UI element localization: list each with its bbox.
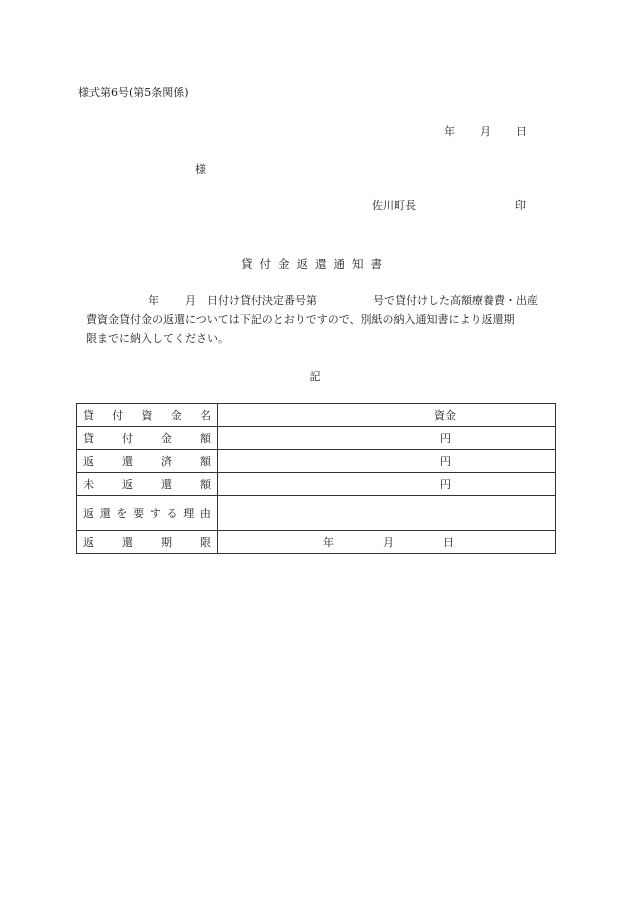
row-value-text: 円 <box>440 478 451 491</box>
label-char: 返 <box>83 455 94 468</box>
label-char: 貸 <box>83 409 94 422</box>
row-label <box>77 427 218 450</box>
row-value-text: 円 <box>440 432 451 445</box>
body-line-3-text: 限までに納入してください。 <box>86 332 229 345</box>
form-number: 様式第6号(第5条関係) <box>78 86 189 99</box>
body-line-3 <box>86 329 556 348</box>
seal-mark: 印 <box>515 199 526 212</box>
label-char: 済 <box>161 455 172 468</box>
label-char: る <box>166 507 178 520</box>
row-value-text: 円 <box>440 455 451 468</box>
row-label <box>77 450 218 473</box>
row-label <box>77 531 218 554</box>
label-char: 額 <box>200 455 211 468</box>
label-char: 額 <box>200 432 211 445</box>
document-title: 貸付金返還通知書 <box>241 257 389 271</box>
table-row <box>77 450 556 473</box>
row-value-year: 年 <box>323 536 334 549</box>
label-char: 還 <box>122 536 133 549</box>
row-value <box>218 496 556 531</box>
label-char: 理 <box>183 507 195 520</box>
body-year: 年 <box>148 294 159 307</box>
label-char: す <box>149 507 161 520</box>
label-char: 付 <box>112 409 124 422</box>
table-row <box>77 427 556 450</box>
body-decision-text: 日付け貸付決定番号第 <box>207 294 317 307</box>
label-char: 限 <box>200 536 211 549</box>
ki-heading: 記 <box>309 370 321 383</box>
issuer-name: 佐川町長 <box>372 199 416 212</box>
table-row <box>77 531 556 554</box>
table-row <box>77 473 556 496</box>
body-loan-text: 号で貸付けした高額療養費・出産 <box>373 294 538 307</box>
label-char: 還 <box>99 507 111 520</box>
label-char: 要 <box>133 507 145 520</box>
label-char: 還 <box>122 455 133 468</box>
row-value-text: 資金 <box>434 409 456 422</box>
label-char: 付 <box>122 432 133 445</box>
date-year: 年 <box>444 125 455 138</box>
label-char: 返 <box>122 478 133 491</box>
row-value <box>218 450 556 473</box>
label-char: 名 <box>200 409 211 422</box>
body-line-1 <box>86 291 556 310</box>
label-char: 額 <box>200 478 211 491</box>
label-char: 返 <box>83 507 94 520</box>
addressee-suffix: 様 <box>195 163 206 176</box>
body-text <box>86 291 556 348</box>
label-char: 未 <box>83 478 94 491</box>
row-value <box>218 427 556 450</box>
date-day: 日 <box>516 125 527 138</box>
row-label <box>77 496 218 531</box>
label-char: 金 <box>161 432 172 445</box>
row-value <box>218 531 556 554</box>
row-value <box>218 473 556 496</box>
body-line-2 <box>86 310 556 329</box>
label-char: 還 <box>161 478 172 491</box>
label-char: 期 <box>161 536 172 549</box>
row-value <box>218 404 556 427</box>
table-row <box>77 496 556 531</box>
label-char: 由 <box>199 507 211 520</box>
table-row <box>77 404 556 427</box>
label-char: を <box>116 507 128 520</box>
body-month: 月 <box>185 294 196 307</box>
info-table <box>76 403 556 554</box>
label-char: 資 <box>141 409 153 422</box>
label-char: 貸 <box>83 432 94 445</box>
row-value-month: 月 <box>383 536 394 549</box>
body-line-2-text: 費資金貸付金の返還については下記のとおりですので、別紙の納入通知書により返還期 <box>86 313 515 326</box>
label-char: 返 <box>83 536 94 549</box>
row-label <box>77 404 218 427</box>
row-value-day: 日 <box>443 536 454 549</box>
date-month: 月 <box>480 125 491 138</box>
row-label <box>77 473 218 496</box>
label-char: 金 <box>170 409 182 422</box>
